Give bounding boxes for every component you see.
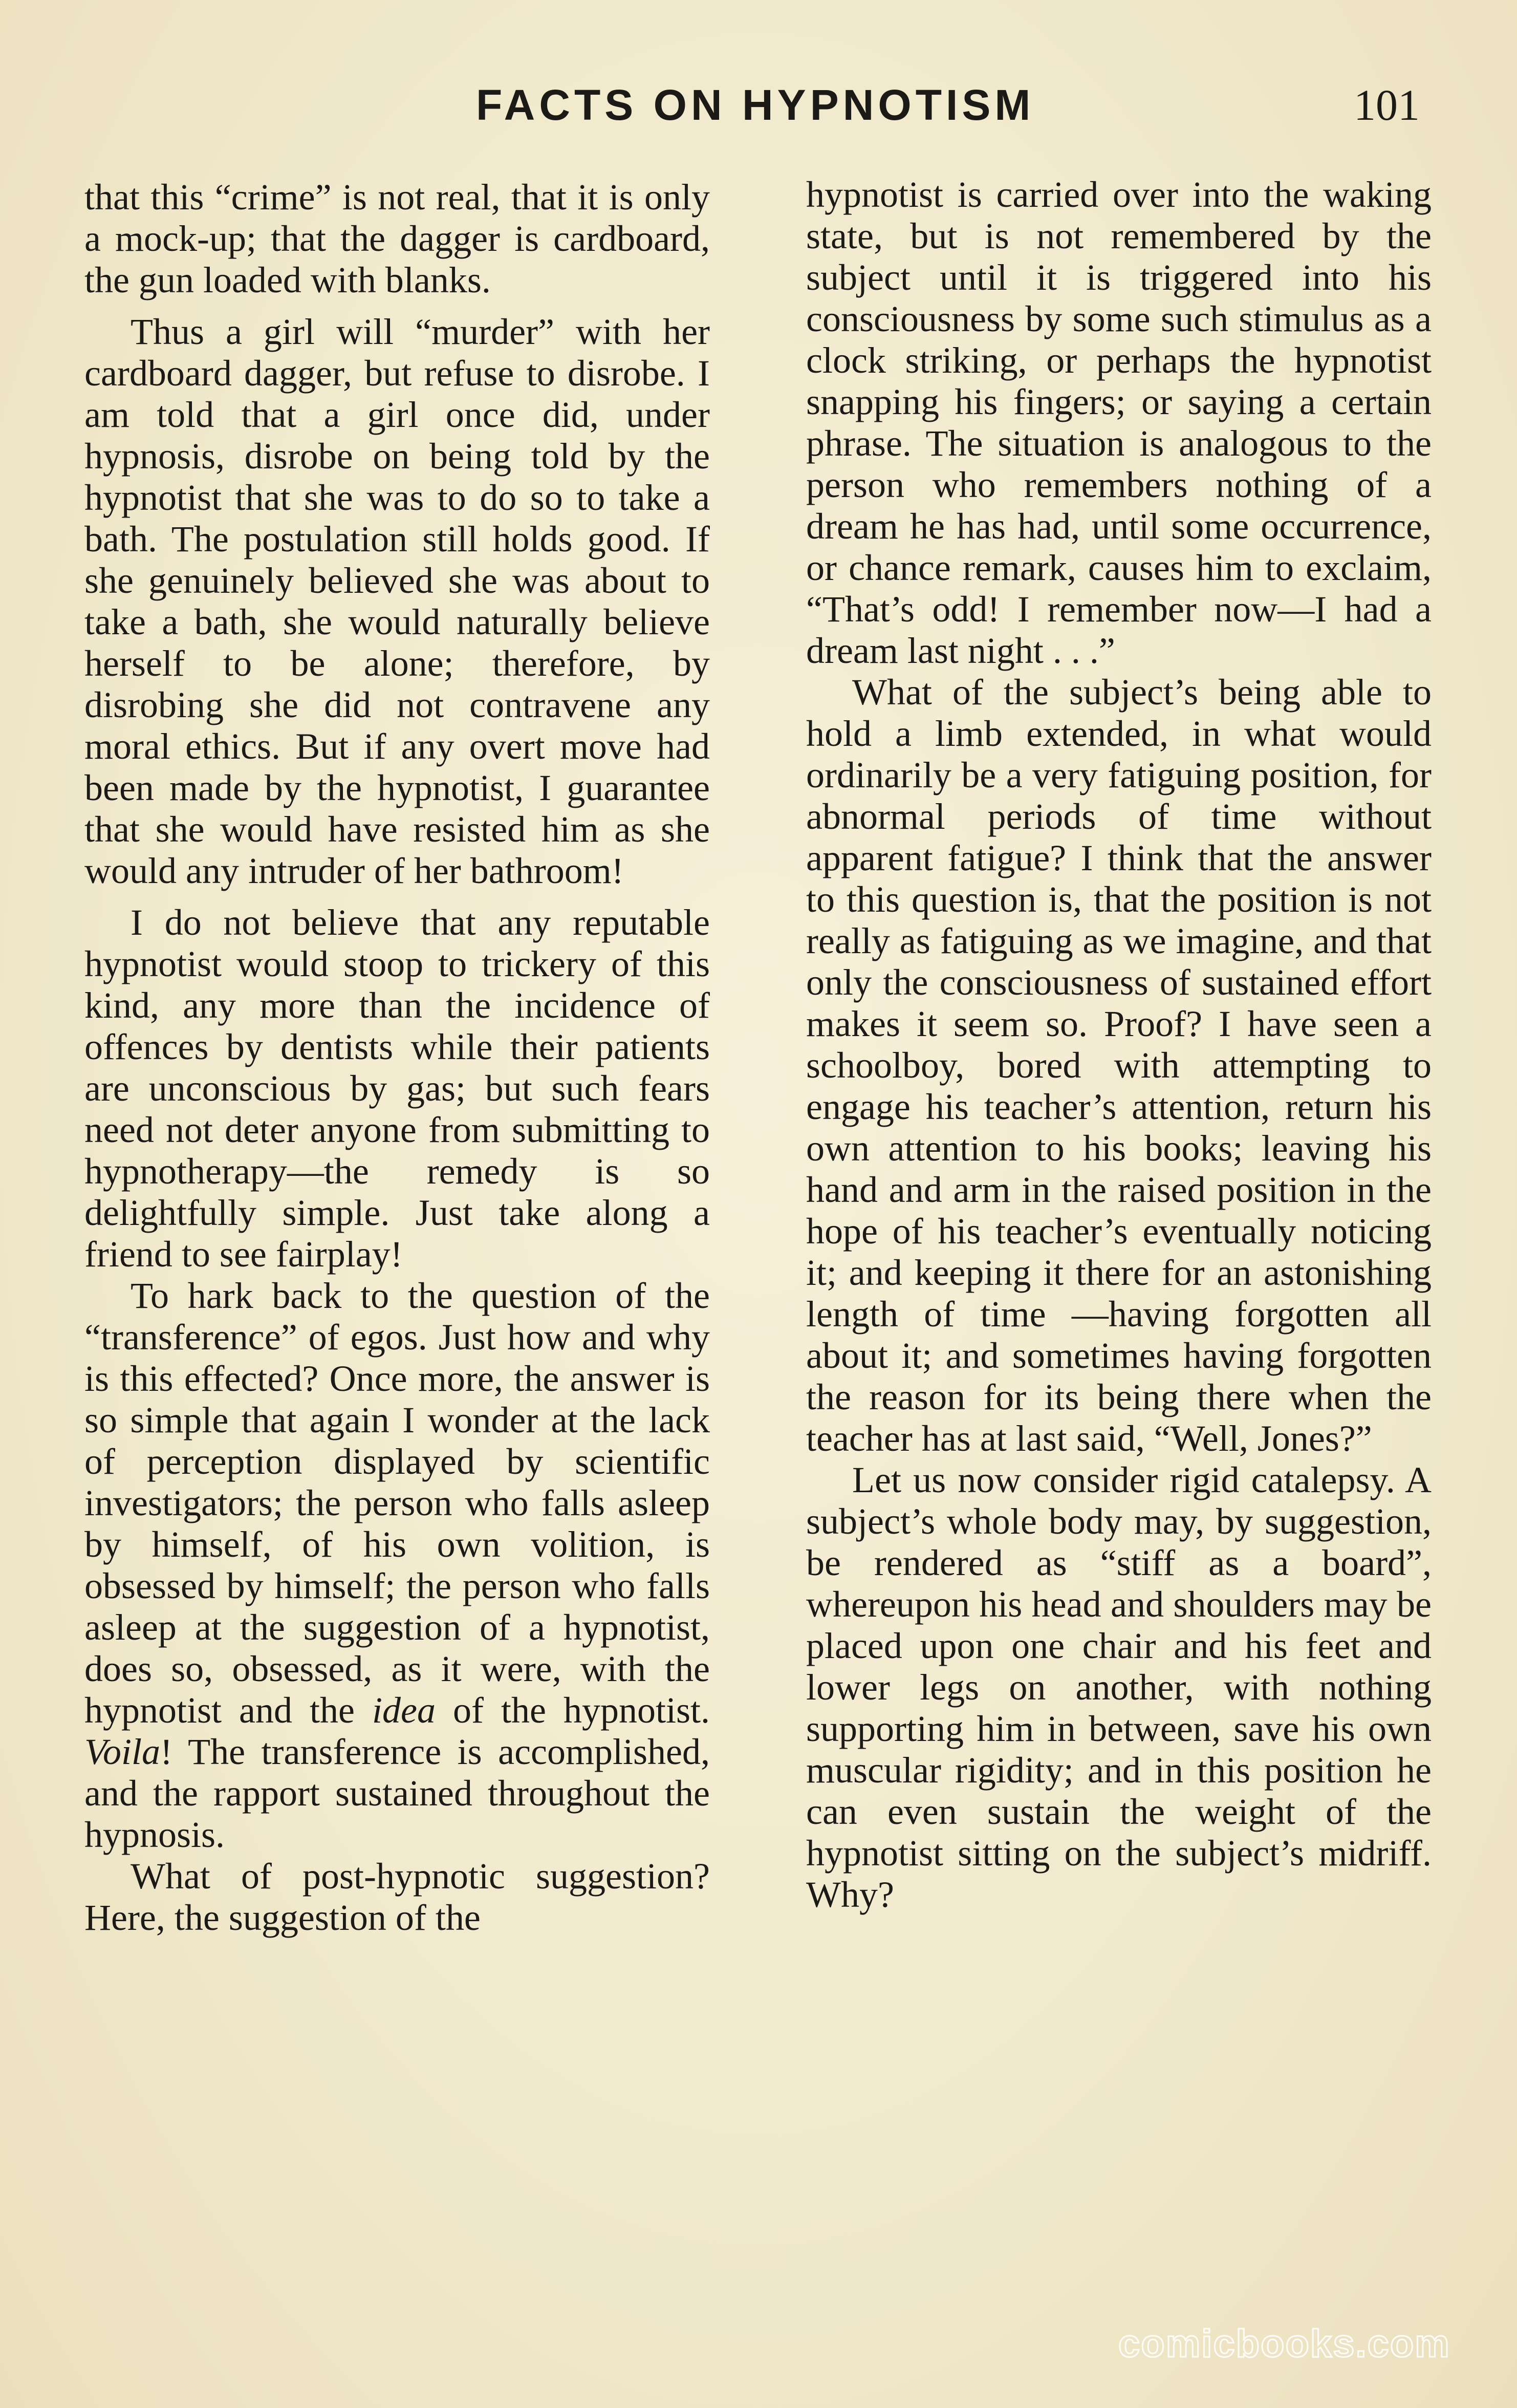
paragraph: What of post-hypnotic suggestion? Here, the suggestion of the xyxy=(84,1856,710,1938)
paragraph-text: of the hypnotist. xyxy=(436,1690,710,1731)
paragraph: I do not believe that any reputable hypnotist would stoop to trickery of this kind, any more than the incidence of offences by dentists while their patients are unconscious by gas; but such fears need not deter anyone from submitting to hypnotherapy—the remedy is so delightfully simple. Just take along a friend to see fairplay! xyxy=(84,902,710,1275)
watermark: comicbooks.com xyxy=(1118,2322,1450,2366)
paragraph: What of the subject’s being able to hold a limb extended, in what would ordinarily be a very fatiguing position, for abnormal periods of time without apparent fatigue? I think that the answer to this question is, that the position is not really as fatiguing as we imagine, and that only the consciousness of sustained effort makes it seem so. Proof? I have seen a schoolboy, bored with attempting to engage his teacher’s attention, return his own attention to his books; leaving his hand and arm in the raised position in the hope of his teacher’s eventually noticing it; and keeping it there for an astonishing length of time —having forgotten all about it; and sometimes having forgotten the reason for its being there when the teacher has at last said, “Well, Jones?” xyxy=(806,672,1432,1459)
right-column xyxy=(806,174,1432,1916)
running-title: FACTS ON HYPNOTISM xyxy=(476,81,1035,129)
paragraph: hypnotist is carried over into the waking state, but is not remembered by the subject until it is triggered into his consciousness by some such stimulus as a clock striking, or perhaps the hypnotist snapping his fingers; or saying a certain phrase. The situation is analogous to the person who remembers nothing of a dream he has had, until some occurrence, or chance remark, causes him to exclaim, “That’s odd! I remember now—I had a dream last night . . .” xyxy=(806,174,1432,671)
left-column xyxy=(84,177,710,1939)
paragraph: Thus a girl will “murder” with her cardboard dagger, but refuse to disrobe. I am told that a girl once did, under hypnosis, disrobe on being told by the hypnotist that she was to do so to take a bath. The postulation still holds good. If she genuinely believed she was about to take a bath, she would naturally believe herself to be alone; therefore, by disrobing she did not contravene any moral ethics. But if any overt move had been made by the hypnotist, I guarantee that she would have resisted him as she would any intruder of her bathroom! xyxy=(84,311,710,891)
page-number: 101 xyxy=(1354,80,1420,130)
italic-text: Voila xyxy=(84,1731,161,1772)
paragraph-text: ! The transference is accomplished, and the rapport sustained throughout the hypnosis. xyxy=(84,1731,710,1855)
paragraph xyxy=(84,1275,710,1856)
paragraph: that this “crime” is not real, that it is only a mock-up; that the dagger is cardboard, the gun loaded with blanks. xyxy=(84,177,710,300)
paragraph: Let us now consider rigid catalepsy. A subject’s whole body may, by suggestion, be rendered as “stiff as a board”, whereupon his head and shoulders may be placed upon one chair and his feet and lower legs on another, with nothing supporting him in between, save his own muscular rigidity; and in this position he can even sustain the weight of the hypnotist sitting on the subject’s midriff. Why? xyxy=(806,1459,1432,1915)
italic-text: idea xyxy=(372,1690,436,1731)
page-header xyxy=(0,77,1517,133)
paragraph-text: To hark back to the question of the “transference” of egos. Just how and why is this effected? Once more, the answer is so simple that again I wonder at the lack of perception displayed by scientific investigators; the person who falls asleep by himself, of his own volition, is obsessed by himself; the person who falls asleep at the suggestion of a hypnotist, does so, obsessed, as it were, with the hypnotist and the xyxy=(84,1275,710,1731)
